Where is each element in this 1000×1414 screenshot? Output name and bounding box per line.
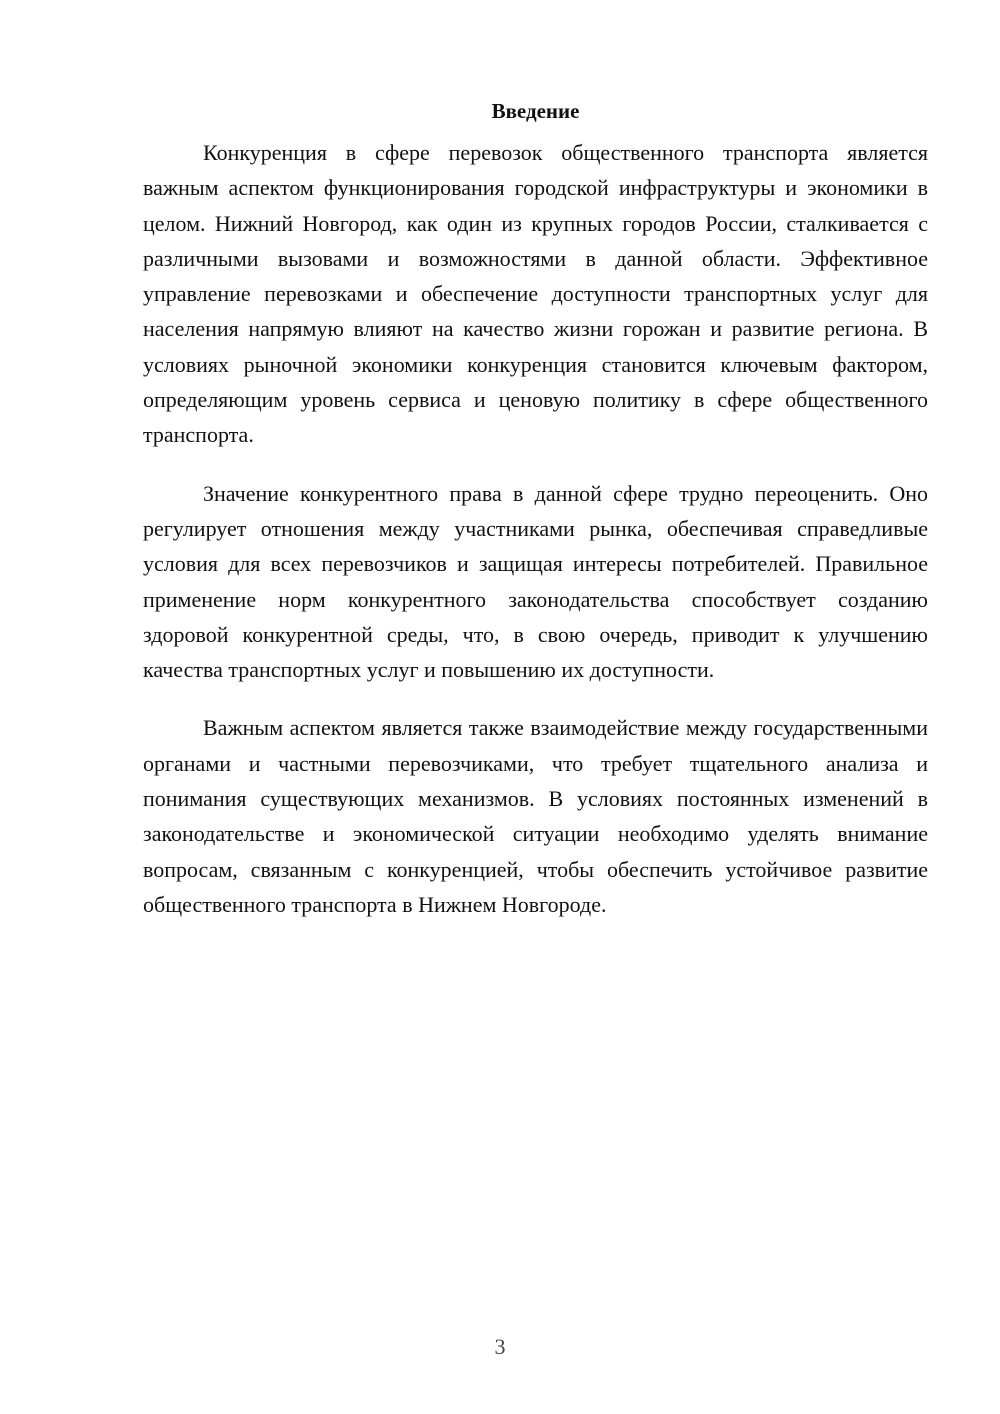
paragraph-3: Важным аспектом является также взаимодействие между государственными органами и частными перевозчиками, что требует тщательного анализа и понимания существующих механизмов. В условиях постоянных изменений в законодательстве и экономической ситуации необходимо уделять внимание вопросам, связанным с конкуренцией, чтобы обеспечить устойчивое развитие общественного транспорта в Нижнем Новгороде. xyxy=(143,715,928,917)
section-heading: Введение xyxy=(491,99,580,123)
page-number: 3 xyxy=(494,1334,506,1359)
paragraph-2: Значение конкурентного права в данной сфере трудно переоценить. Оно регулирует отношения между участниками рынка, обеспечивая справедливые условия для всех перевозчиков и защищая интересы потребителей. Правильное применение норм конкурентного законодательства способствует созданию здоровой конкурентной среды, что, в свою очередь, приводит к улучшению качества транспортных услуг и повышению их доступности. xyxy=(143,480,928,683)
page-content xyxy=(143,95,928,945)
paragraph-1: Конкуренция в сфере перевозок общественного транспорта является важным аспектом функционирования городской инфраструктуры и экономики в целом. Нижний Новгород, как один из крупных городов России, сталкивается с различными вызовами и возможностями в данной области. Эффективное управление перевозками и обеспечение доступности транспортных услуг для населения напрямую влияют на качество жизни горожан и развитие региона. В условиях рыночной экономики конкуренция становится ключевым фактором, определяющим уровень сервиса и ценовую политику в сфере общественного транспорта. xyxy=(143,140,928,448)
